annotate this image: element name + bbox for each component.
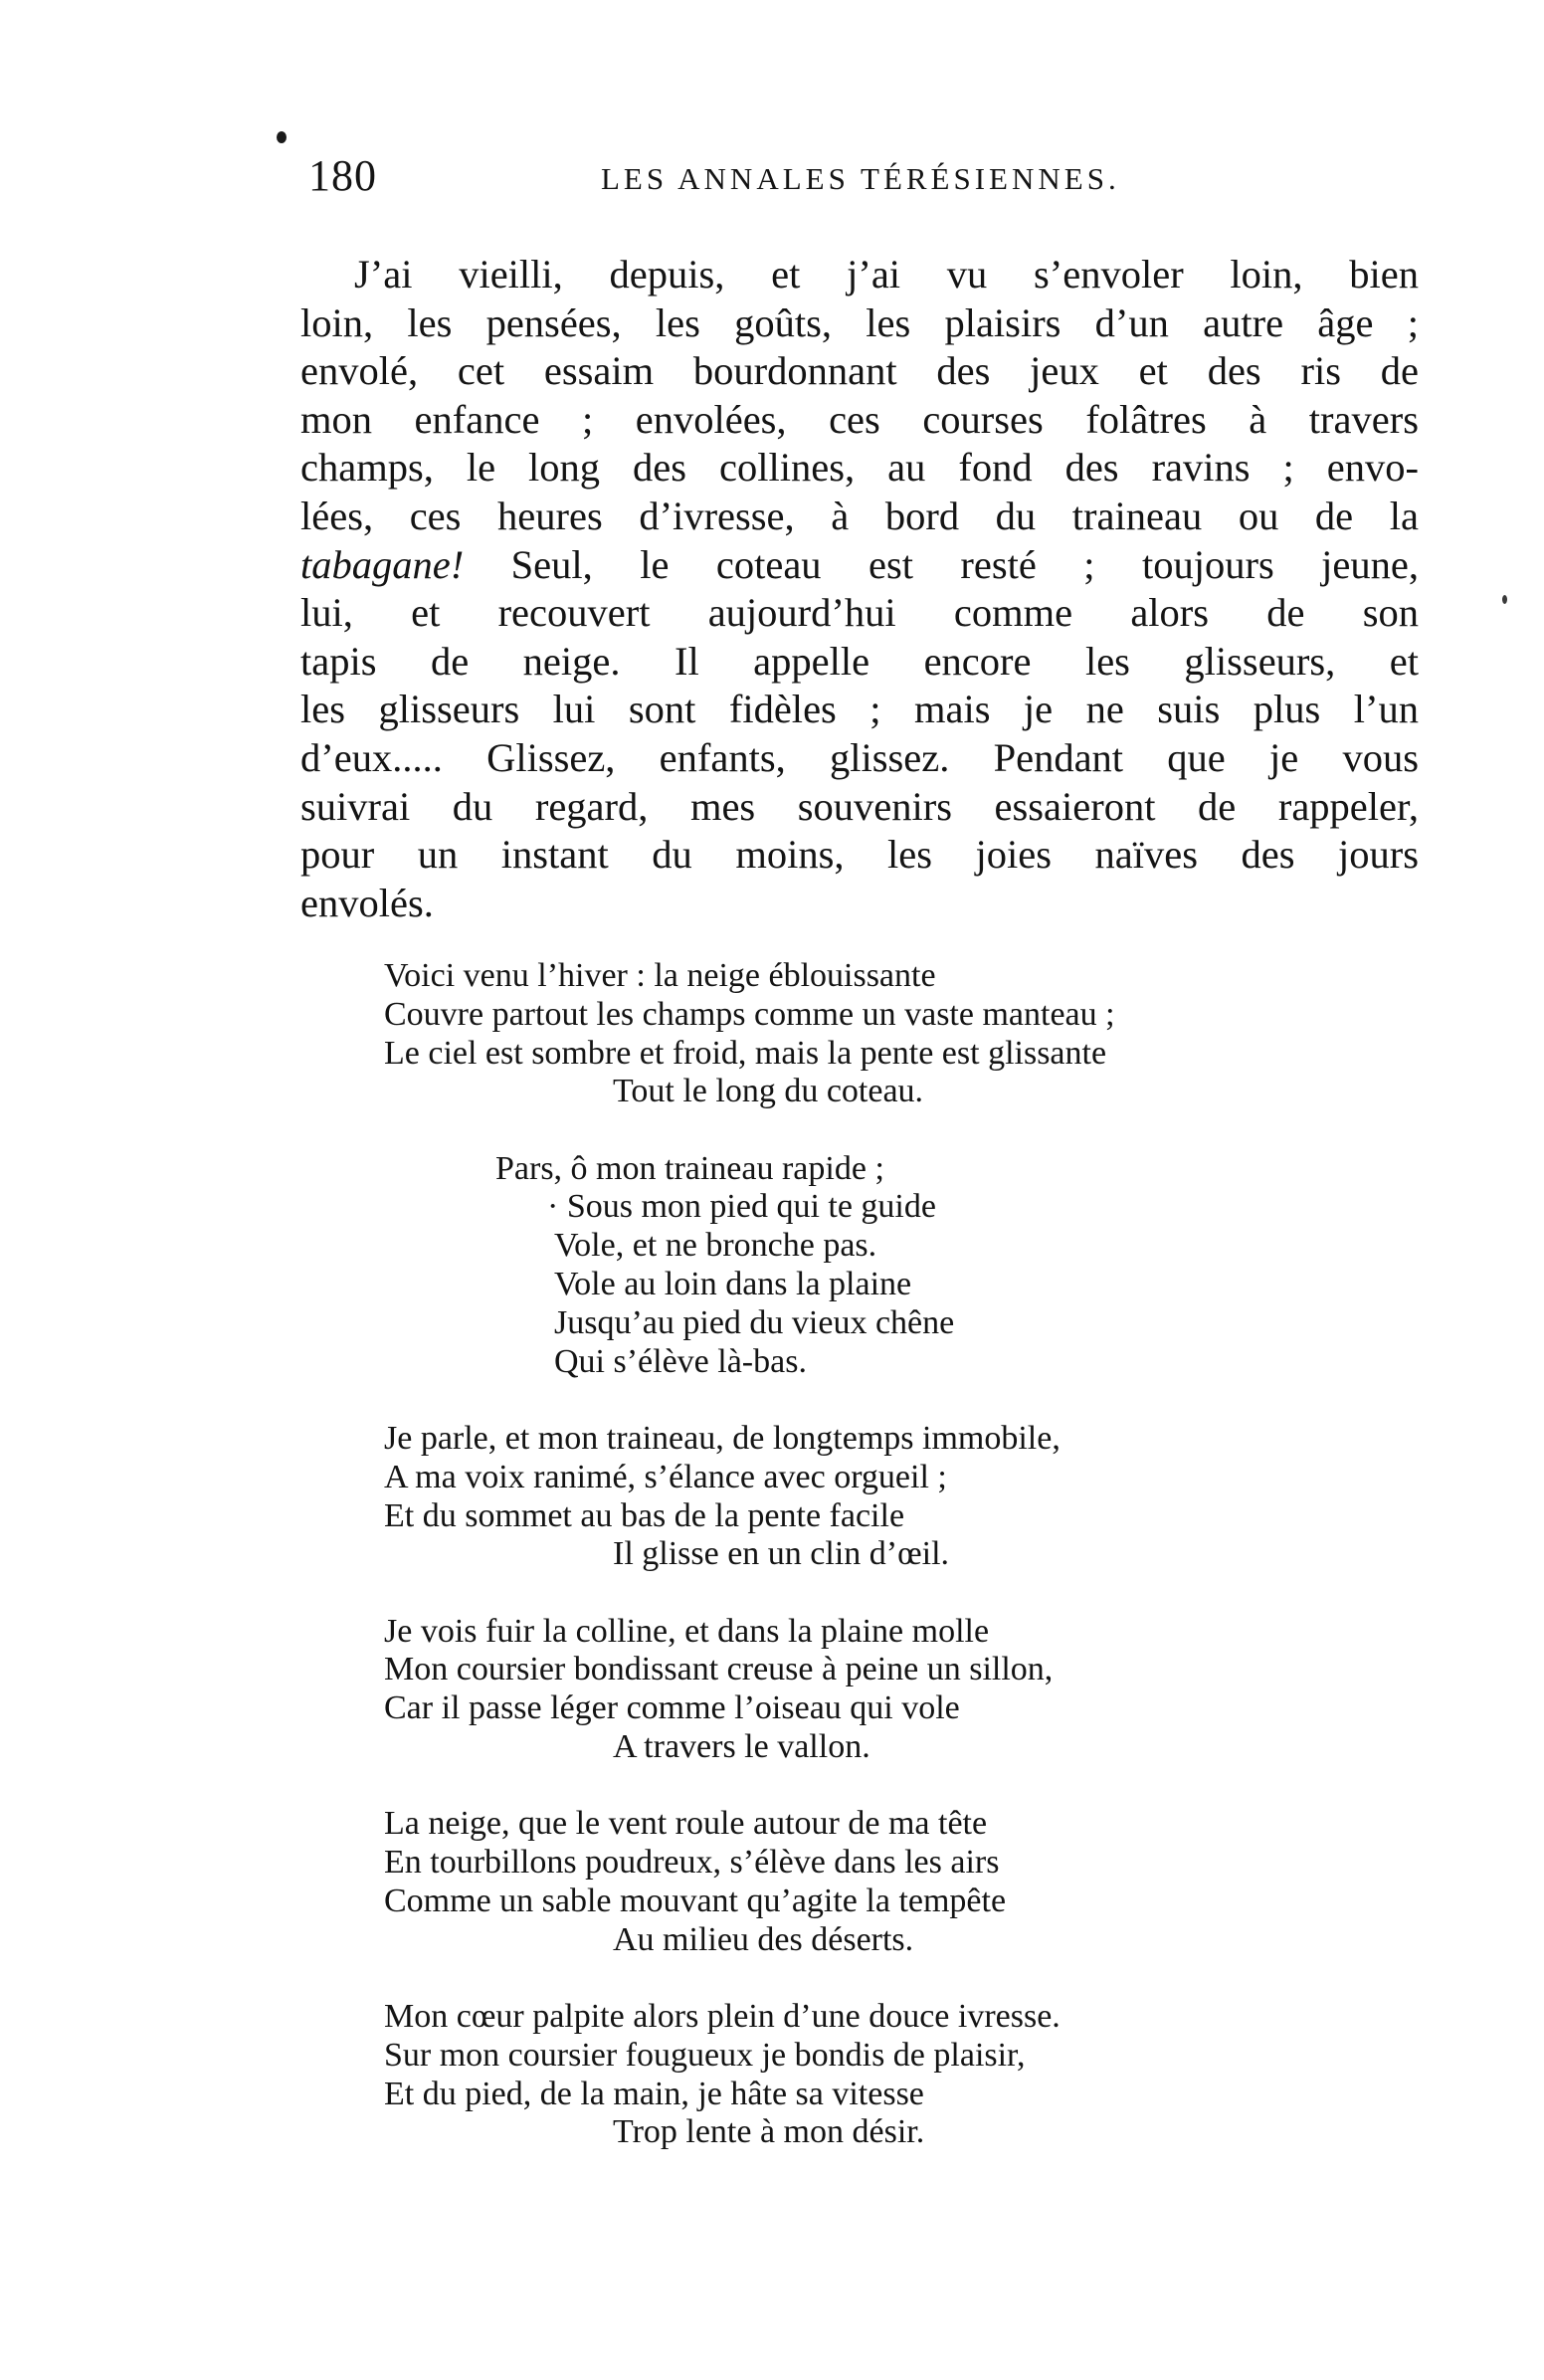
prose-line-6: lées, ces heures d’ivresse, à bord du traineau ou de la (300, 493, 1419, 538)
verse: Car il passe léger comme l’oiseau qui vole (384, 1689, 960, 1727)
verse: En tourbillons poudreux, s’élève dans les airs (384, 1844, 1000, 1882)
stanza-1 (384, 957, 1379, 1111)
verse: La neige, que le vent roule autour de ma tête (384, 1805, 988, 1843)
stanza-6 (384, 1998, 1379, 2152)
prose-line-4: mon enfance ; envolées, ces courses folâtres à travers (300, 396, 1419, 442)
verse-refrain: Trop lente à mon désir. (613, 2113, 925, 2151)
ink-speck (277, 131, 287, 143)
verse: Mon coursier bondissant creuse à peine un sillon, (384, 1651, 1054, 1688)
verse: Et du sommet au bas de la pente facile (384, 1496, 905, 1534)
prose-line-10: les glisseurs lui sont fidèles ; mais je ne suis plus l’un (300, 687, 1419, 732)
running-title: LES ANNALES TÉRÉSIENNES. (601, 161, 1120, 196)
stanza-4 (384, 1613, 1379, 1767)
stanza-2 (384, 1150, 1379, 1382)
prose-line-1: J’ai vieilli, depuis, et j’ai vu s’envoler loin, bien (354, 252, 1419, 297)
prose-line-2: loin, les pensées, les goûts, les plaisirs d’un autre âge ; (300, 299, 1419, 345)
verse: Le ciel est sombre et froid, mais la pente est glissante (384, 1034, 1107, 1072)
prose-line-9: tapis de neige. Il appelle encore les glisseurs, et (300, 638, 1419, 684)
verse-refrain: Au milieu des déserts. (613, 1920, 914, 1958)
verse: Qui s’élève là-bas. (554, 1342, 807, 1380)
verse: Voici venu l’hiver : la neige éblouissante (384, 957, 936, 994)
page-header (296, 147, 1411, 207)
prose-line-11: d’eux..... Glissez, enfants, glissez. Pendant que je vous (300, 734, 1419, 780)
prose-line-5: champs, le long des collines, au fond des ravins ; envo- (300, 445, 1419, 491)
page-number: 180 (308, 151, 377, 200)
verse: Vole au loin dans la plaine (554, 1266, 912, 1303)
stanza-5 (384, 1805, 1379, 1959)
verse: Couvre partout les champs comme un vaste manteau ; (384, 995, 1115, 1033)
verse-refrain: Tout le long du coteau. (613, 1073, 924, 1110)
margin-mark (1502, 595, 1507, 604)
stanza-3 (384, 1420, 1379, 1574)
verse: Vole, et ne bronche pas. (554, 1227, 877, 1265)
verse: · Sous mon pied qui te guide (547, 1188, 936, 1226)
prose-line-14: envolés. (300, 880, 434, 925)
verse-refrain: A travers le vallon. (613, 1728, 870, 1766)
verse: Comme un sable mouvant qu’agite la tempête (384, 1882, 1007, 1919)
verse: Et du pied, de la main, je hâte sa vitesse (384, 2075, 924, 2112)
italic-word-tabagane: tabagane! (300, 541, 465, 587)
prose-line-8: lui, et recouvert aujourd’hui comme alors de son (300, 590, 1419, 636)
verse: A ma voix ranimé, s’élance avec orgueil ; (384, 1458, 947, 1495)
verse: Je vois fuir la colline, et dans la plaine molle (384, 1612, 990, 1650)
verse: Pars, ô mon traineau rapide ; (495, 1149, 884, 1187)
verse-refrain: Il glisse en un clin d’œil. (613, 1535, 950, 1573)
prose-line-13: pour un instant du moins, les joies naïves des jours (300, 832, 1419, 878)
prose-line-3: envolé, cet essaim bourdonnant des jeux et des ris de (300, 348, 1419, 394)
verse: Sur mon coursier fougueux je bondis de plaisir, (384, 2036, 1026, 2074)
prose-paragraph (300, 251, 1419, 927)
poem (384, 957, 1379, 2191)
verse: Je parle, et mon traineau, de longtemps immobile, (384, 1419, 1061, 1457)
prose-line-7 (300, 541, 1419, 590)
prose-line-7-rest: Seul, le coteau est resté ; toujours jeune, (510, 541, 1420, 587)
prose-line-12: suivrai du regard, mes souvenirs essaieront de rappeler, (300, 783, 1419, 829)
verse: Mon cœur palpite alors plein d’une douce ivresse. (384, 1998, 1061, 2036)
verse: Jusqu’au pied du vieux chêne (554, 1303, 955, 1341)
